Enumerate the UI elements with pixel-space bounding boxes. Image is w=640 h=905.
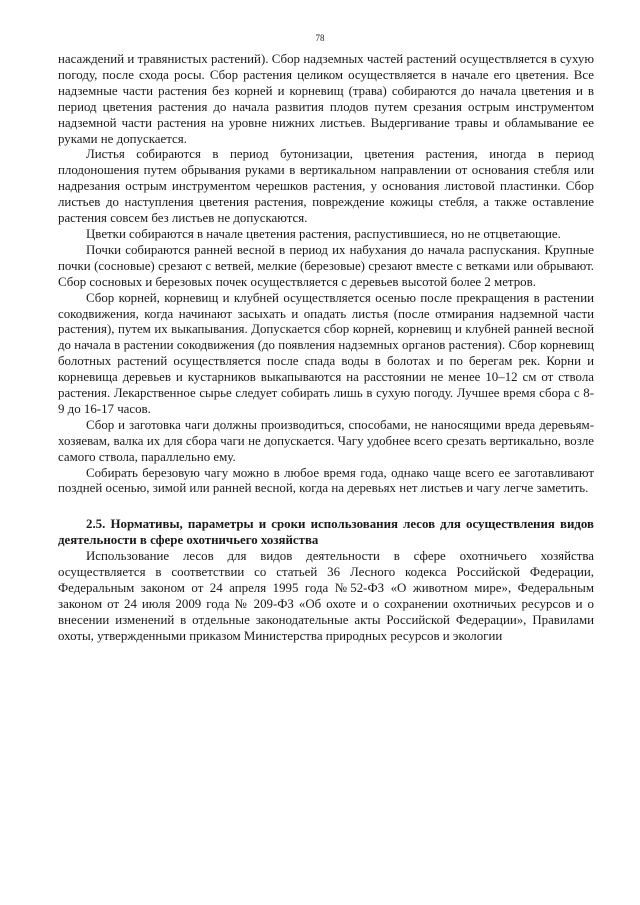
paragraph-roots: Сбор корней, корневищ и клубней осуществляется осенью после прекращения в растении сокодвижения, когда начинают засыхать и опадать листья (после отмирания надземной части растения), путем их выкапывания. Допускается сбор корней, корневищ и клубней ранней весной до начала в растении сокодвижения (до появления надземных органов растения). Сбор корневищ болотных растений осуществляется после спада воды в болотах и по берегам рек. Корни и корневища деревьев и кустарников выкапываются на расстоянии не менее 10–12 см от ствола растения. Лекарственное сырье следует собирать лишь в сухую погоду. Лучшее время сбора с 8-9 до 16-17 часов. — [58, 290, 594, 416]
section-body: Использование лесов для видов деятельности в сфере охотничьего хозяйства осуществляется в соответствии со статьей 36 Лесного кодекса Российской Федерации, Федеральным законом от 24 апреля 1995 года №52-ФЗ «О животном мире», Федеральным законом от 24 июля 2009 года № 209-ФЗ «Об охоте и о сохранении охотничьих ресурсов и о внесении изменений в отдельные законодательные акты Российской Федерации», Правилами охоты, утвержденными приказом Министерства природных ресурсов и экологии — [58, 549, 594, 643]
paragraph-herb-collection: насаждений и травянистых растений). Сбор надземных частей растений осуществляется в сухую погоду, после схода росы. Сбор растения целиком осуществляется в начале его цветения. Все надземные части растения без корней и корневищ (трава) собираются до начала цветения и в период цветения растения до начала развития плодов путем срезания острым инструментом надземной части растения на уровне нижних листьев. Выдергивание травы и обламывание ее руками не допускается. — [58, 52, 594, 146]
paragraph-flowers: Цветки собираются в начале цветения растения, распустившиеся, но не отцветающие. — [86, 226, 561, 241]
paragraph-buds: Почки собираются ранней весной в период их набухания до начала распускания. Крупные почки (сосновые) срезают с ветвей, мелкие (березовые) срезают вместе с ветками или обрывают. Сбор сосновых и березовых почек осуществляется с деревьев высотой более 2 метров. — [58, 242, 594, 289]
paragraph-chaga-season: Собирать березовую чагу можно в любое время года, однако чаще всего ее заготавливают поздней осенью, зимой или ранней весной, когда на деревьях нет листьев и чагу легче заметить. — [58, 465, 594, 496]
section-heading: 2.5. Нормативы, параметры и сроки использования лесов для осуществления видов деятельности в сфере охотничьего хозяйства — [58, 517, 594, 548]
paragraph-chaga-harvest: Сбор и заготовка чаги должны производиться, способами, не наносящими вреда деревьям-хозяевам, валка их для сбора чаги не допускается. Чагу удобнее всего срезать вертикально, возле самого ствола, параллельно ему. — [58, 417, 594, 464]
document-body — [58, 52, 594, 645]
page-number: 78 — [315, 33, 325, 43]
paragraph-leaves: Листья собираются в период бутонизации, цветения растения, иногда в период плодоношения путем обрывания руками в вертикальном направлении от основания стебля или надрезания острым инструментом черешков растения, у основания листовой пластинки. Сбор листьев до наступления цветения растения, повреждение кожицы стебля, а также оставление растения совсем без листьев не допускаются. — [58, 147, 594, 226]
